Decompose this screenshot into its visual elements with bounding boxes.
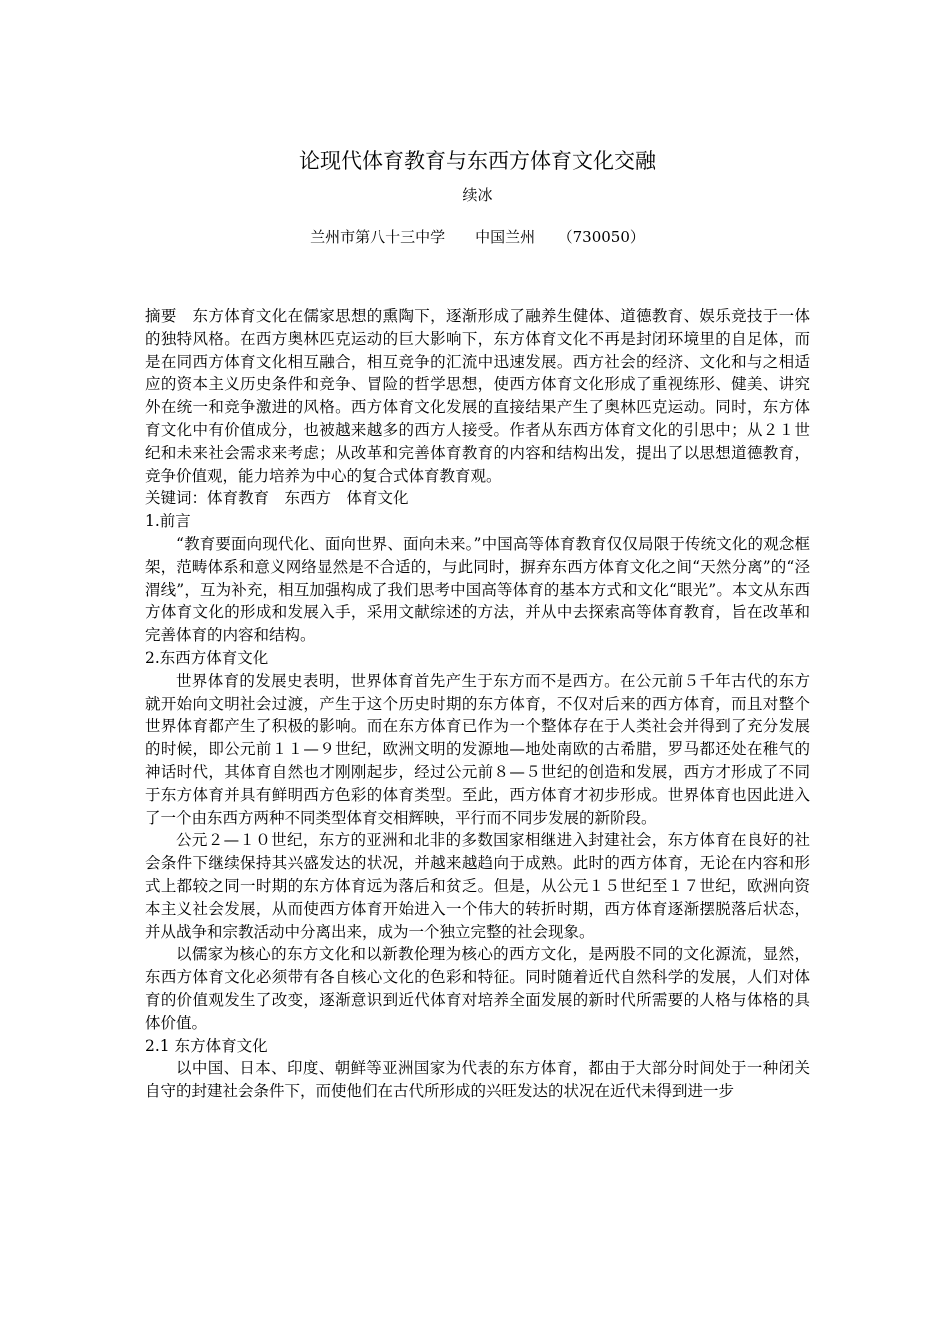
author-name: 续冰 [462,186,493,204]
abstract-label: 摘要 [145,307,193,325]
section-2-paragraph-3: 以儒家为核心的东方文化和以新教伦理为核心的西方文化，是两股不同的文化源流，显然，东西方体育文化必须带有各自核心文化的色彩和特征。同时随着近代自然科学的发展，人们对体育的价值观发生了改变，逐渐意识到近代体育对培养全面发展的新时代所需要的人格与体格的具体价值。 [145,945,810,1032]
section-heading-2-1: 2.1 东方体育文化 [145,1036,268,1055]
section-2-paragraph-2: 公元２—１０世纪，东方的亚洲和北非的多数国家相继进入封建社会，东方体育在良好的社会条件下继续保持其兴盛发达的状况，并越来越趋向于成熟。此时的西方体育，无论在内容和形式上都较之同一时期的东方体育远为落后和贫乏。但是，从公元１５世纪至１７世纪，欧洲向资本主义社会发展，从而使西方体育开始进入一个伟大的转折时期，西方体育逐渐摆脱落后状态，并从战争和宗教活动中分离出来，成为一个独立完整的社会现象。 [145,831,810,941]
paper-title: 论现代体育教育与东西方体育文化交融 [299,149,656,173]
abstract-text: 东方体育文化在儒家思想的熏陶下，逐渐形成了融养生健体、道德教育、娱乐竞技于一体的独特风格。在西方奥林匹克运动的巨大影响下，东方体育文化不再是封闭环境里的自足体，而是在同西方体育文化相互融合，相互竞争的汇流中迅速发展。西方社会的经济、文化和与之相适应的资本主义历史条件和竞争、冒险的哲学思想，使西方体育文化形成了重视练形、健美、讲究外在统一和竞争激进的风格。西方体育文化发展的直接结果产生了奥林匹克运动。同时，东方体育文化中有价值成分，也被越来越多的西方人接受。作者从东西方体育文化的引思中；从２１世纪和未来社会需求来考虑；从改革和完善体育教育的内容和结构出发，提出了以思想道德教育，竞争价值观，能力培养为中心的复合式体育教育观。 [145,307,810,485]
section-heading-2: 2.东西方体育文化 [145,648,269,667]
section-2-1-paragraph-1: 以中国、日本、印度、朝鲜等亚洲国家为代表的东方体育，都由于大部分时间处于一种闭关自守的封建社会条件下，而使他们在古代所形成的兴旺发达的状况在近代未得到进一步 [145,1059,810,1101]
keywords: 关键词：体育教育 东西方 体育文化 [145,489,409,508]
section-1-paragraph-1: “教育要面向现代化、面向世界、面向未来。”中国高等体育教育仅仅局限于传统文化的观念框架，范畴体系和意义网络显然是不合适的，与此同时，摒弃东西方体育文化之间“天然分离”的“泾渭线”，互为补充，相互加强构成了我们思考中国高等体育的基本方式和文化“眼光”。本文从东西方体育文化的形成和发展入手，采用文献综述的方法，并从中去探索高等体育教育，旨在改革和完善体育的内容和结构。 [145,534,810,645]
section-2-paragraph-1: 世界体育的发展史表明，世界体育首先产生于东方而不是西方。在公元前５千年古代的东方就开始向文明社会过渡，产生于这个历史时期的东方体育，不仅对后来的西方体育，而且对整个世界体育都产生了积极的影响。而在东方体育已作为一个整体存在于人类社会并得到了充分发展的时候，即公元前１１—９世纪，欧洲文明的发源地—地处南欧的古希腊，罗马都还处在稚气的神话时代，其体育自然也才刚刚起步，经过公元前８—５世纪的创造和发展，西方才形成了不同于东方体育并具有鲜明西方色彩的体育类型。至此，西方体育才初步形成。世界体育也因此进入了一个由东西方两种不同类型体育交相辉映，平行而不同步发展的新阶段。 [145,671,810,827]
section-heading-1: 1.前言 [145,512,191,531]
author-affiliation: 兰州市第八十三中学 中国兰州 （730050） [310,228,645,246]
abstract-paragraph [145,305,810,487]
paper-body [145,305,810,1103]
